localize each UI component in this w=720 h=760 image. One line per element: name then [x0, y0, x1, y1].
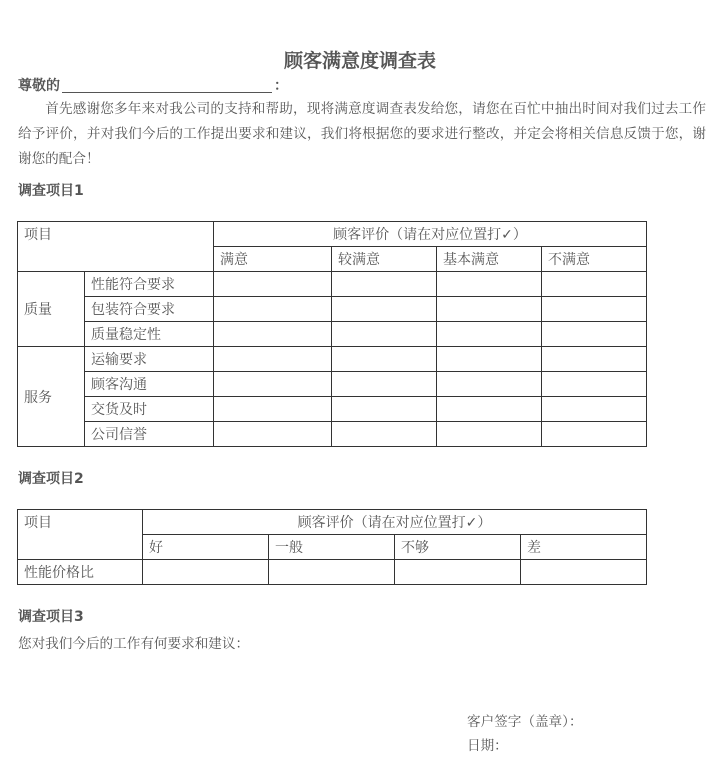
intro-paragraph: 首先感谢您多年来对我公司的支持和帮助，现将满意度调查表发给您，请您在百忙中抽出时间对我们过去工作给予评价，并对我们今后的工作提出要求和建议，我们将根据您的要求进行整改，并定会将相关信息反馈于您，谢谢您的配合！ — [18, 101, 706, 167]
rating-cell[interactable] — [214, 297, 332, 322]
rating-header: 满意 — [214, 247, 332, 272]
date-label: 日期： — [467, 738, 508, 754]
rating-cell[interactable] — [214, 372, 332, 397]
section2-title: 调查项目2 — [18, 471, 84, 487]
rating-cell[interactable] — [332, 422, 437, 447]
group-label-quality: 质量 — [18, 272, 85, 347]
rating-header: 一般 — [269, 535, 395, 560]
page-title: 顾客满意度调查表 — [283, 50, 436, 72]
rating-cell[interactable] — [521, 560, 647, 585]
item-label: 质量稳定性 — [85, 322, 214, 347]
item-label: 运输要求 — [85, 347, 214, 372]
group-label-service: 服务 — [18, 347, 85, 447]
rating-cell[interactable] — [542, 347, 647, 372]
customer-signature-label: 客户签字（盖章）： — [467, 714, 583, 730]
rating-header: 差 — [521, 535, 647, 560]
rating-cell[interactable] — [143, 560, 269, 585]
rating-cell[interactable] — [214, 422, 332, 447]
rating-cell[interactable] — [542, 397, 647, 422]
rating-cell[interactable] — [437, 272, 542, 297]
rating-cell[interactable] — [542, 422, 647, 447]
rating-cell[interactable] — [542, 372, 647, 397]
rating-cell[interactable] — [437, 297, 542, 322]
rating-cell[interactable] — [332, 372, 437, 397]
item-label: 包装符合要求 — [85, 297, 214, 322]
rating-cell[interactable] — [214, 397, 332, 422]
item-label: 性能价格比 — [18, 560, 143, 585]
rating-cell[interactable] — [542, 322, 647, 347]
rating-header: 较满意 — [332, 247, 437, 272]
rating-cell[interactable] — [332, 272, 437, 297]
rating-header: 基本满意 — [437, 247, 542, 272]
rating-cell[interactable] — [395, 560, 521, 585]
salutation — [18, 75, 288, 95]
item-label: 交货及时 — [85, 397, 214, 422]
survey-table-2 — [17, 509, 647, 585]
item-label: 公司信誉 — [85, 422, 214, 447]
rating-header: 好 — [143, 535, 269, 560]
salutation-suffix: ： — [274, 78, 288, 94]
rating-cell[interactable] — [214, 272, 332, 297]
suggestion-prompt: 您对我们今后的工作有何要求和建议： — [18, 636, 250, 652]
rating-header: 不够 — [395, 535, 521, 560]
section1-title: 调查项目1 — [18, 183, 84, 199]
rating-cell[interactable] — [437, 422, 542, 447]
rating-cell[interactable] — [214, 322, 332, 347]
item-label: 性能符合要求 — [85, 272, 214, 297]
survey-table-1 — [17, 221, 647, 447]
rating-cell[interactable] — [437, 322, 542, 347]
item-header: 项目 — [18, 510, 143, 560]
evaluation-header: 顾客评价（请在对应位置打✓） — [214, 222, 647, 247]
rating-cell[interactable] — [269, 560, 395, 585]
rating-cell[interactable] — [332, 347, 437, 372]
salutation-label: 尊敬的 — [18, 78, 60, 94]
rating-cell[interactable] — [542, 272, 647, 297]
recipient-name-blank[interactable] — [62, 78, 272, 93]
rating-cell[interactable] — [214, 347, 332, 372]
rating-cell[interactable] — [437, 372, 542, 397]
rating-cell[interactable] — [332, 322, 437, 347]
rating-cell[interactable] — [437, 347, 542, 372]
rating-header: 不满意 — [542, 247, 647, 272]
rating-cell[interactable] — [437, 397, 542, 422]
rating-cell[interactable] — [542, 297, 647, 322]
item-label: 顾客沟通 — [85, 372, 214, 397]
rating-cell[interactable] — [332, 397, 437, 422]
evaluation-header: 顾客评价（请在对应位置打✓） — [143, 510, 647, 535]
rating-cell[interactable] — [332, 297, 437, 322]
item-header: 项目 — [18, 222, 214, 272]
section3-title: 调查项目3 — [18, 609, 84, 625]
